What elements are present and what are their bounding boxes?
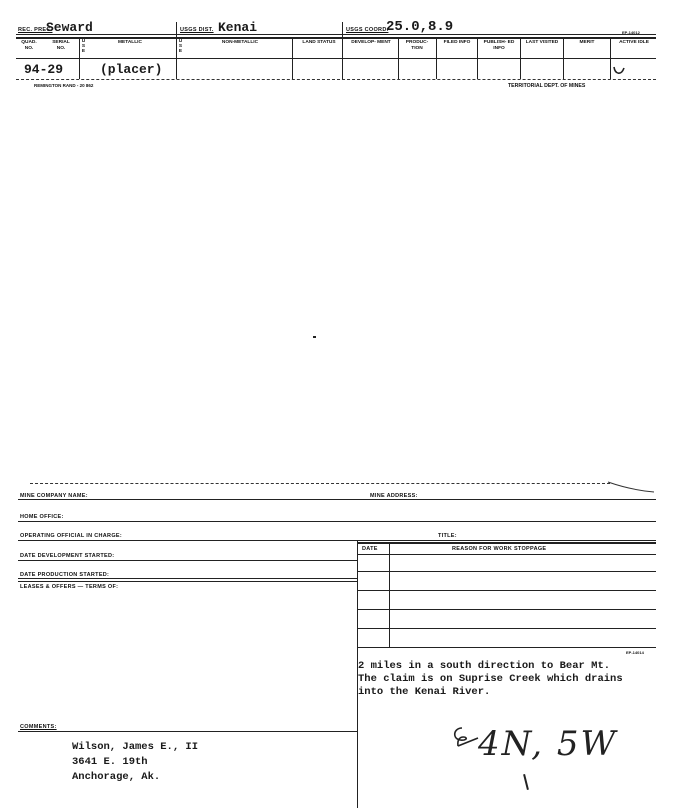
quad-no-header: QUAD. NO.	[21, 40, 37, 51]
use-right-header: U S E	[178, 39, 183, 54]
leases-label: LEASES & OFFERS — TERMS OF:	[20, 584, 119, 590]
card-corner	[606, 480, 656, 494]
metallic-header: METALLIC	[118, 40, 142, 45]
active-idle-header: ACTIVE IDLE	[619, 40, 649, 45]
serial-no-header: SERIAL NO.	[52, 40, 70, 51]
mine-company-label: MINE COMPANY NAME:	[20, 493, 88, 499]
footer-right: TERRITORIAL DEPT. OF MINES	[508, 83, 586, 89]
filed-info-header: FILED INFO	[443, 40, 471, 45]
use-left-header: U S E	[81, 39, 86, 54]
location-line: 2 miles in a south direction to Bear Mt.	[358, 660, 611, 672]
rec-prec-label: REC. PREC.	[18, 27, 53, 33]
row-bottom-rule	[16, 79, 656, 80]
form-code-top: EP-14012	[622, 30, 640, 35]
date-development-label: DATE DEVELOPMENT STARTED:	[20, 553, 115, 559]
handwritten-stroke	[523, 774, 529, 790]
usgs-dist-value: Kenai	[218, 20, 258, 35]
comments-label: COMMENTS:	[20, 724, 57, 730]
home-office-label: HOME OFFICE:	[20, 514, 64, 520]
header-rule	[16, 37, 656, 39]
reason-column-header: REASON FOR WORK STOPPAGE	[452, 546, 547, 552]
metallic-value: (placer)	[100, 62, 163, 77]
comment-line: Anchorage, Ak.	[72, 771, 161, 783]
rec-prec-value: Seward	[46, 20, 93, 35]
comment-line: Wilson, James E., II	[72, 741, 199, 753]
location-line: The claim is on Suprise Creek which drains	[358, 673, 623, 685]
comments-text	[72, 740, 198, 785]
usgs-coord-label: USGS COORD.	[346, 27, 389, 33]
usgs-coord-value: 25.0,8.9	[386, 19, 454, 35]
footer-left: REMINGTON RAND - 20 862	[34, 83, 94, 88]
production-header: PRODUC- TION	[405, 40, 429, 51]
published-info-header: PUBLISH- ED INFO	[483, 40, 515, 51]
top-rule	[16, 34, 656, 35]
date-production-label: DATE PRODUCTION STARTED:	[20, 572, 110, 578]
idle-check-mark	[612, 64, 626, 78]
form-code-bottom: EP-14014	[626, 650, 644, 655]
land-status-header: LAND STATUS	[302, 40, 336, 45]
date-column-header: DATE	[362, 546, 378, 552]
title-label: TITLE:	[438, 533, 457, 539]
quad-no-value: 94-29	[24, 62, 64, 77]
development-header: DEVELOP- MENT	[351, 40, 391, 45]
comment-line: 3641 E. 19th	[72, 756, 148, 768]
speck	[313, 336, 316, 338]
handwritten-township-range: 4N, 5W	[478, 724, 618, 764]
last-visited-header: LAST VISITED	[525, 40, 559, 45]
mine-address-label: MINE ADDRESS:	[370, 493, 418, 499]
location-description	[358, 660, 623, 699]
header-bottom-rule	[16, 58, 656, 59]
operating-official-label: OPERATING OFFICIAL IN CHARGE:	[20, 533, 122, 539]
usgs-dist-label: USGS DIST.	[180, 27, 214, 33]
merit-header: MERIT	[579, 40, 595, 45]
location-line: into the Kenai River.	[358, 686, 491, 698]
card-top-edge	[30, 483, 610, 484]
non-metallic-header: NON-METALLIC	[221, 40, 259, 45]
